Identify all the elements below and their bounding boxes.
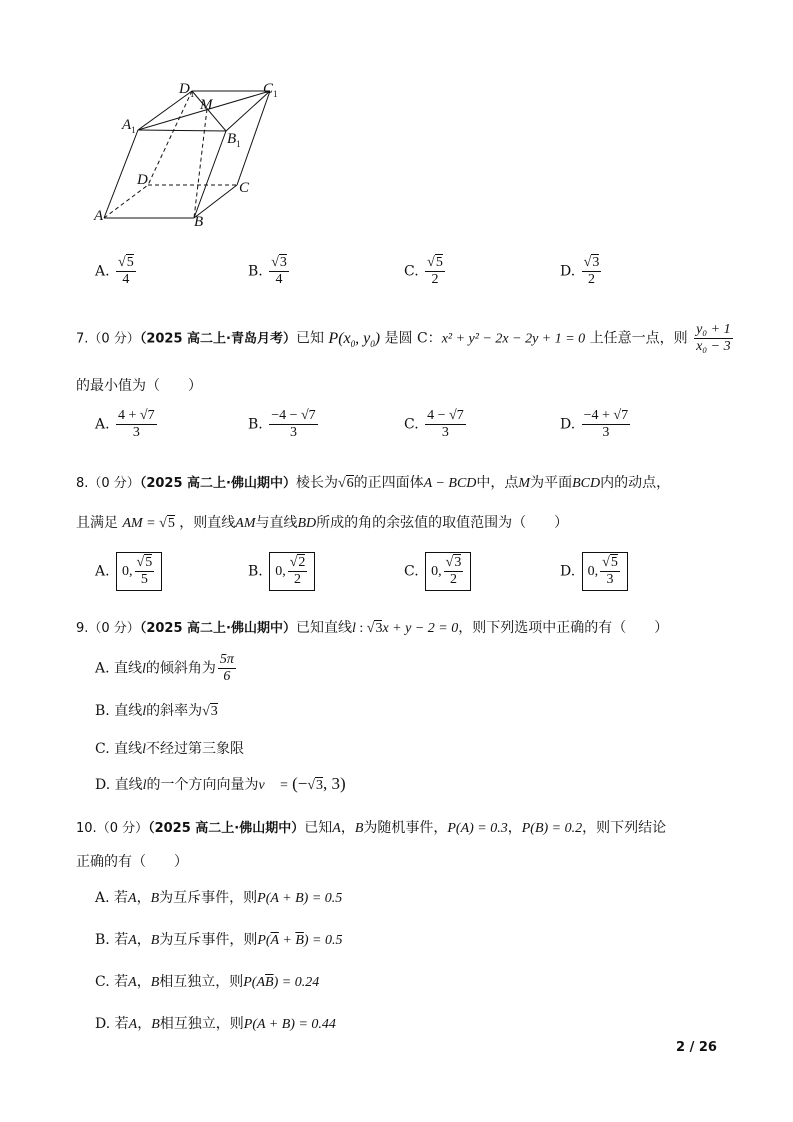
q6-option-d[interactable]: D. $\frac{√3}{2}$ <box>560 255 600 288</box>
label-A: A <box>94 208 104 224</box>
q8-stem-line2: 且满足 AM = √5 ，则直线AM与直线BD所成的角的余弦值的取值范围为（ ） <box>76 515 569 531</box>
q6-option-c[interactable]: C. $\frac{√5}{2}$ <box>404 255 443 288</box>
page-number: 2 / 26 <box>676 1040 717 1055</box>
parallelepiped-figure <box>90 80 290 240</box>
q10-option-b[interactable]: B. 若A，B为互斥事件，则$P(\overline{A} + \overline{B}) = 0.5$ <box>95 932 343 948</box>
q10-option-a[interactable]: A. 若A，B为互斥事件，则P(A + B) = 0.5 <box>95 890 343 906</box>
q7-stem: 7.（0 分）（2025 高二上·青岛月考）已知 $P(x_0$, $y_0$) 是圆 C：x² + y² − 2x − 2y + 1 = 0 上任意一点，则 $\frac{\text{y₀ + 1}}{\text{x₀ − 3}}$ <box>76 322 731 355</box>
q10-stem-line2: 正确的有（ ） <box>76 854 188 870</box>
q6-option-b[interactable]: B. $\frac{√3}{4}$ <box>248 255 287 288</box>
q10-stem: 10.（0 分）（2025 高二上·佛山期中）已知A，B为随机事件，P(A) = 0.3，P(B) = 0.2，则下列结论 <box>76 820 667 836</box>
label-C: C <box>239 180 250 196</box>
q9-stem: 9.（0 分）（2025 高二上·佛山期中）已知直线l : √3x + y − 2 = 0，则下列选项中正确的有（ ） <box>76 620 669 636</box>
q10-option-c[interactable]: C. 若A，B相互独立，则$P(A\overline{B}) = 0.24$ <box>95 974 320 990</box>
q9-option-d[interactable]: D. 直线l的一个方向向量为v⃗ = (−√3, 3) <box>95 774 346 793</box>
label-B1: $B_1$ <box>227 131 241 149</box>
q8-option-c[interactable]: C. 0, $\frac{√3}{2}$ <box>404 552 473 591</box>
q9-option-a[interactable]: A. 直线l的倾斜角为 $\frac{5\pi}{6}$ <box>95 652 234 685</box>
q8-option-b[interactable]: B. 0, $\frac{√2}{2}$ <box>248 552 317 591</box>
label-D1: $D_1$ <box>179 81 195 99</box>
q6-option-a[interactable]: A. $\frac{√5}{4}$ <box>95 255 134 288</box>
q9-option-c[interactable]: C. 直线l不经过第三象限 <box>95 741 245 757</box>
q8-option-a[interactable]: A. 0, $\frac{√5}{5}$ <box>95 552 164 591</box>
q8-stem: 8.（0 分）（2025 高二上·佛山期中）棱长为√6的正四面体A − BCD中，点M为平面BCD内的动点， <box>76 475 671 491</box>
label-D: D <box>137 172 148 188</box>
label-C1: $C_1$ <box>263 81 278 99</box>
q7-option-b[interactable]: B. $\frac{-4 - √7}{3}$ <box>248 408 316 441</box>
q10-option-d[interactable]: D. 若A，B相互独立，则P(A + B) = 0.44 <box>95 1016 336 1032</box>
q7-stem-line2: 的最小值为（ ） <box>76 378 202 394</box>
q8-option-d[interactable]: D. 0, $\frac{√5}{3}$ <box>560 552 630 591</box>
q7-option-c[interactable]: C. $\frac{4 - √7}{3}$ <box>404 408 464 441</box>
q7-option-a[interactable]: A. $\frac{4 + √7}{3}$ <box>95 408 155 441</box>
q7-option-d[interactable]: D. $\frac{-4 + √7}{3}$ <box>560 408 629 441</box>
label-B: B <box>194 214 204 230</box>
parallelepiped-diagram <box>90 80 290 240</box>
q9-option-b[interactable]: B. 直线l的斜率为√3 <box>95 703 218 719</box>
label-M: M <box>200 97 213 113</box>
label-A1: $A_1$ <box>122 117 136 135</box>
